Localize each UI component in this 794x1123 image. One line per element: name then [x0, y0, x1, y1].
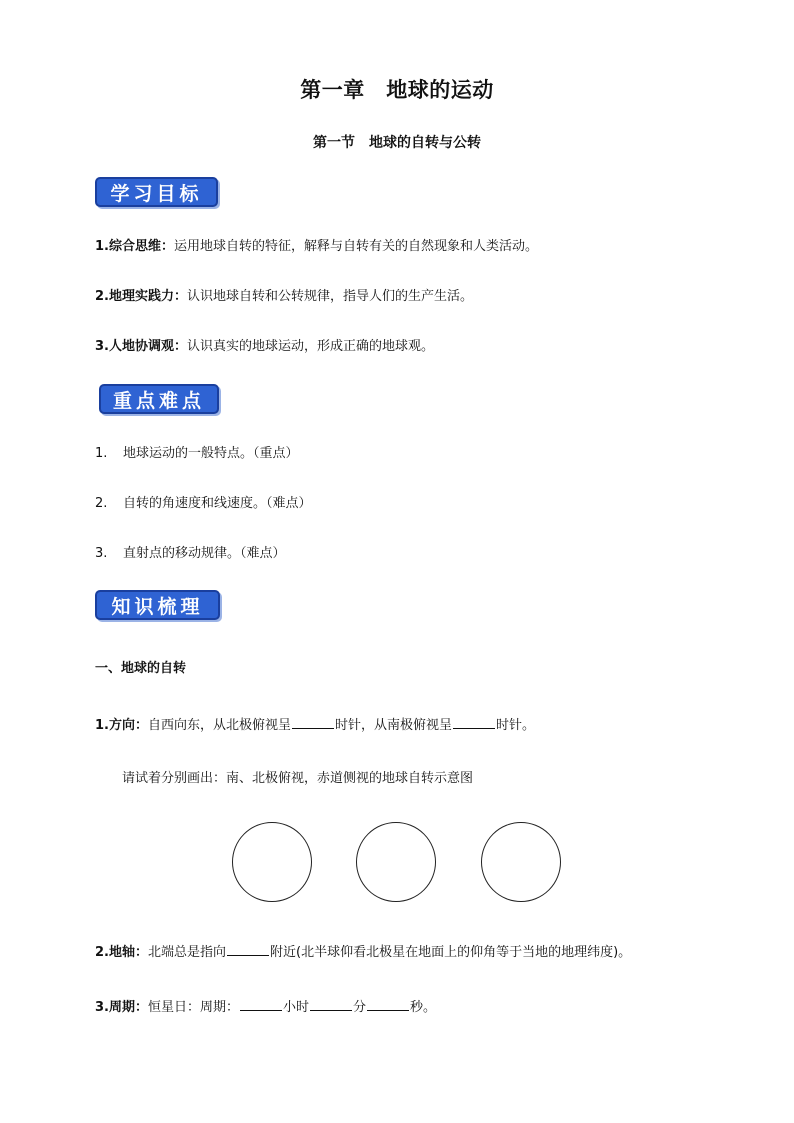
direction-label: 1.方向： — [95, 718, 148, 733]
axis-line — [95, 941, 631, 963]
fill-blank[interactable] — [292, 714, 334, 729]
drawing-circle-3[interactable] — [481, 822, 561, 902]
fill-blank[interactable] — [367, 996, 409, 1011]
objective-text: 认识地球自转和公转规律，指导人们的生产生活。 — [186, 289, 473, 304]
period-line — [95, 996, 436, 1018]
key-point-text: 地球运动的一般特点。（重点） — [123, 446, 299, 461]
period-text-3: 分 — [353, 1000, 367, 1015]
draw-prompt: 请试着分别画出：南、北极俯视，赤道侧视的地球自转示意图 — [122, 771, 474, 786]
key-point-text: 直射点的移动规律。（难点） — [123, 546, 286, 561]
key-point-item-2 — [95, 494, 312, 514]
objective-text: 运用地球自转的特征，解释与自转有关的自然现象和人类活动。 — [173, 239, 538, 254]
fill-blank[interactable] — [240, 996, 282, 1011]
period-text-4: 秒。 — [410, 1000, 437, 1015]
knowledge-badge: 知识梳理 — [95, 590, 220, 620]
fill-blank[interactable] — [453, 714, 495, 729]
objective-item-3 — [95, 337, 434, 357]
key-point-number: 1. — [95, 446, 108, 461]
objective-text: 认识真实的地球运动，形成正确的地球观。 — [186, 339, 434, 354]
key-points-badge: 重点难点 — [99, 384, 219, 414]
objective-item-2 — [95, 287, 473, 307]
objectives-badge: 学习目标 — [95, 177, 218, 207]
direction-line — [95, 714, 535, 736]
period-label: 3.周期： — [95, 1000, 148, 1015]
knowledge-heading: 一、地球的自转 — [95, 661, 187, 676]
direction-text-1: 自西向东，从北极俯视呈 — [147, 718, 291, 733]
key-point-text: 自转的角速度和线速度。（难点） — [123, 496, 312, 511]
period-text-2: 小时 — [283, 1000, 310, 1015]
section-title: 第一节 地球的自转与公转 — [313, 135, 481, 151]
axis-label: 2.地轴： — [95, 945, 148, 960]
axis-text-1: 北端总是指向 — [147, 945, 226, 960]
objective-label: 2.地理实践力： — [95, 289, 187, 304]
key-point-number: 3. — [95, 546, 108, 561]
drawing-circle-1[interactable] — [232, 822, 312, 902]
key-point-item-1 — [95, 444, 299, 464]
direction-text-3: 时针。 — [496, 718, 536, 733]
objective-item-1 — [95, 237, 538, 257]
fill-blank[interactable] — [227, 941, 269, 956]
key-point-item-3 — [95, 544, 286, 564]
objective-label: 3.人地协调观： — [95, 339, 187, 354]
axis-text-2: 附近(北半球仰看北极星在地面上的仰角等于当地的地理纬度)。 — [270, 945, 632, 960]
direction-text-2: 时针，从南极俯视呈 — [335, 718, 453, 733]
chapter-title: 第一章 地球的运动 — [300, 78, 494, 102]
objective-label: 1.综合思维： — [95, 239, 174, 254]
fill-blank[interactable] — [310, 996, 352, 1011]
drawing-circle-2[interactable] — [356, 822, 436, 902]
key-point-number: 2. — [95, 496, 108, 511]
period-text-1: 恒星日：周期： — [147, 1000, 239, 1015]
